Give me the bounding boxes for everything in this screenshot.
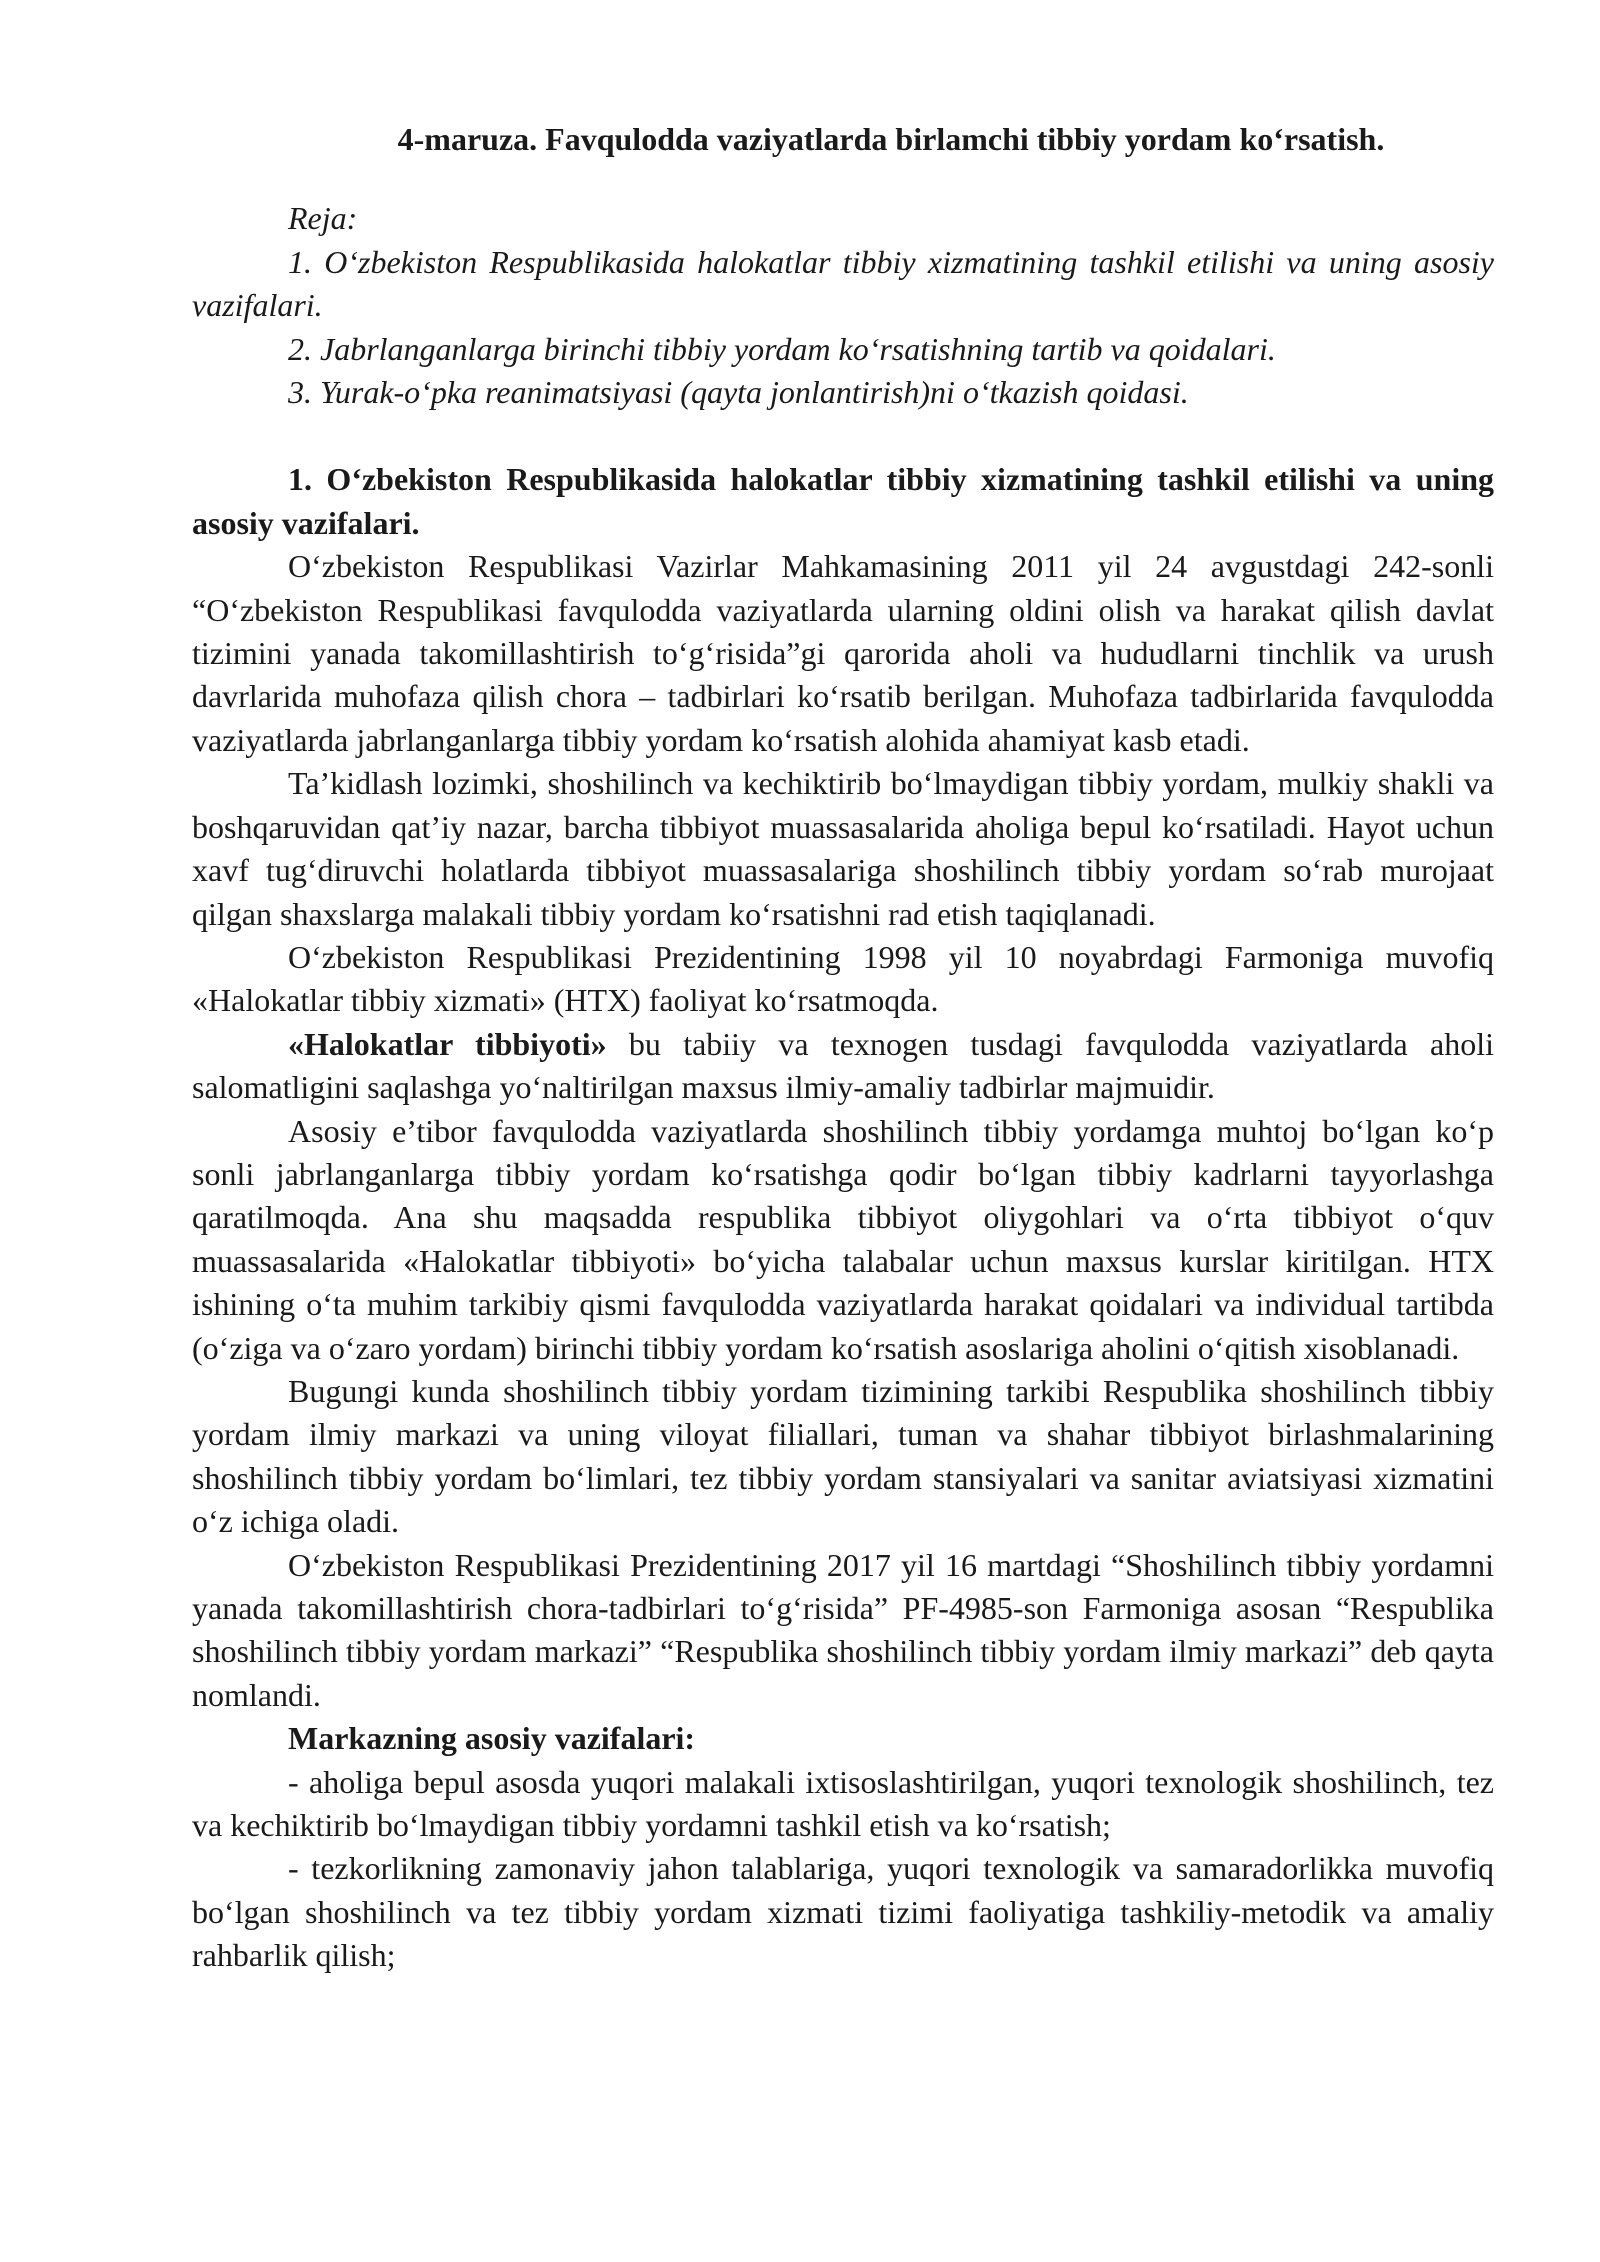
paragraph-text: bu tabiiy va texnogen tusdagi favqulodda vaziyatlarda aholi salomatligini saqlashga yo‘naltirilgan maxsus ilmiy-amaliy tadbirlar majmuidir.	[192, 1025, 1495, 1106]
body-paragraph: O‘zbekiston Respublikasi Vazirlar Mahkamasining 2011 yil 24 avgustdagi 242-sonli “O‘zbekiston Respublikasi favqulodda vaziyatlarda ularning oldini olish va harakat qilish davlat tizimini yanada takomillashtirish to‘g‘risida”gi qarorida aholi va hududlarni tinchlik va urush davrlarida muhofaza qilish chora – tadbirlari ko‘rsatib berilgan. Muhofaza tadbirlarida favqulodda vaziyatlarda jabrlanganlarga tibbiy yordam ko‘rsatish alohida ahamiyat kasb etadi.	[192, 548, 1494, 758]
lecture-title: 4-maruza. Favqulodda vaziyatlarda birlamchi tibbiy yordam ko‘rsatish.	[397, 121, 1385, 157]
tasks-heading: Markazning asosiy vazifalari:	[288, 1720, 696, 1757]
body-paragraph: Asosiy e’tibor favqulodda vaziyatlarda shoshilinch tibbiy yordamga muhtoj bo‘lgan ko‘p sonli jabrlanganlarga tibbiy yordam ko‘rsatishga qodir bo‘lgan tibbiy kadrlarni tayyorlashga qaratilmoqda. Ana shu maqsadda respublika tibbiyot oliygohlari va o‘rta tibbiyot o‘quv muassasalarida «Halokatlar tibbiyoti» bo‘yicha talabalar uchun maxsus kurslar kiritilgan. HTX ishining o‘ta muhim tarkibiy qismi favqulodda vaziyatlarda harakat qoidalari va individual tartibda (o‘ziga va o‘zaro yordam) birinchi tibbiy yordam ko‘rsatish asoslariga aholini o‘qitish xisoblanadi.	[192, 1112, 1494, 1366]
plan-label: Reja:	[288, 200, 358, 237]
task-item: - aholiga bepul asosda yuqori malakali ixtisoslashtirilgan, yuqori texnologik shoshilinch, tez va kechiktirib bo‘lmaydigan tibbiy yordamni tashkil etish va ko‘rsatish;	[192, 1763, 1494, 1844]
body-paragraph: O‘zbekiston Respublikasi Prezidentining 2017 yil 16 martdagi “Shoshilinch tibbiy yordamni yanada takomillashtirish chora-tadbirlari to‘g‘risida” PF-4985-son Farmoniga asosan “Respublika shoshilinch tibbiy yordam markazi” “Respublika shoshilinch tibbiy yordam ilmiy markazi” deb qayta nomlandi.	[192, 1546, 1494, 1713]
document-page	[192, 118, 1494, 1978]
section-heading: 1. O‘zbekiston Respublikasida halokatlar tibbiy xizmatining tashkil etilishi va uning asosiy vazifalari.	[192, 461, 1494, 541]
body-paragraph: Bugungi kunda shoshilinch tibbiy yordam tizimining tarkibi Respublika shoshilinch tibbiy yordam ilmiy markazi va uning viloyat filiallari, tuman va shahar tibbiyot birlashmalarining shoshilinch tibbiy yordam bo‘limlari, tez tibbiy yordam stansiyalari va sanitar aviatsiyasi xizmatini o‘z ichiga oladi.	[192, 1372, 1494, 1540]
plan-item: 2. Jabrlanganlarga birinchi tibbiy yordam ko‘rsatishning tartib va qoidalari.	[288, 330, 1276, 367]
body-paragraph	[192, 1023, 1494, 1110]
plan-item: 3. Yurak-o‘pka reanimatsiyasi (qayta jonlantirish)ni o‘tkazish qoidasi.	[288, 374, 1189, 411]
bold-term: «Halokatlar tibbiyoti»	[288, 1025, 607, 1062]
task-item: - tezkorlikning zamonaviy jahon talablariga, yuqori texnologik va samaradorlikka muvofiq bo‘lgan shoshilinch va tez tibbiy yordam xizmati tizimi faoliyatiga tashkiliy-metodik va amaliy rahbarlik qilish;	[192, 1850, 1494, 1974]
body-paragraph: Ta’kidlash lozimki, shoshilinch va kechiktirib bo‘lmaydigan tibbiy yordam, mulkiy shakli va boshqaruvidan qat’iy nazar, barcha tibbiyot muassasalarida aholiga bepul ko‘rsatiladi. Hayot uchun xavf tug‘diruvchi holatlarda tibbiyot muassasalariga shoshilinch tibbiy yordam so‘rab murojaat qilgan shaxslarga malakali tibbiy yordam ko‘rsatishni rad etish taqiqlanadi.	[192, 765, 1494, 932]
plan-item: 1. O‘zbekiston Respublikasida halokatlar tibbiy xizmatining tashkil etilishi va uning asosiy vazifalari.	[192, 243, 1494, 324]
lecture-plan	[192, 197, 1494, 414]
body-paragraph: O‘zbekiston Respublikasi Prezidentining 1998 yil 10 noyabrdagi Farmoniga muvofiq «Halokatlar tibbiy xizmati» (HTX) faoliyat ko‘rsatmoqda.	[192, 938, 1494, 1019]
